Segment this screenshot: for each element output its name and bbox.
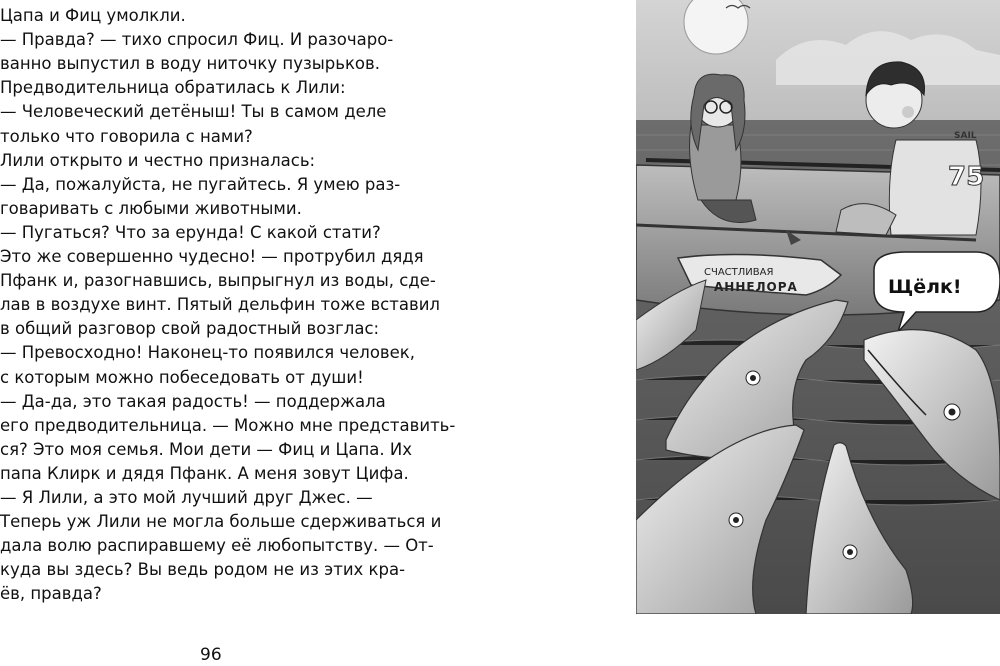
text-line: — Превосходно! Наконец-то появился человек, <box>0 343 416 362</box>
text-line: — Человеческий детёныш! Ты в самом деле <box>0 102 387 121</box>
text-line: — Пугаться? Что за ерунда! С какой стати? <box>0 223 381 242</box>
text-line: Цапа и Фиц умолкли. <box>0 6 186 25</box>
boat-name-line1: СЧАСТЛИВАЯ <box>704 267 774 278</box>
text-line: куда вы здесь? Вы ведь родом не из этих кра- <box>0 560 406 579</box>
speech-bubble-text: Щёлк! <box>888 276 962 298</box>
text-line: в общий разговор свой радостный возглас: <box>0 319 380 338</box>
shirt-text: SAIL <box>954 131 977 141</box>
text-line: — Правда? — тихо спросил Фиц. И разочаро- <box>0 30 394 49</box>
text-line: дала волю распиравшему её любопытству. — От- <box>0 536 434 555</box>
boat-name-line2: АННЕЛОРА <box>714 280 798 294</box>
text-line: Теперь уж Лили не могла больше сдерживаться и <box>0 512 442 531</box>
text-line: ся? Это моя семья. Мои дети — Фиц и Цапа. Их <box>0 440 412 459</box>
text-line: ёв, правда? <box>0 584 102 603</box>
text-line: лав в воздухе винт. Пятый дельфин тоже вставил <box>0 295 440 314</box>
text-line: — Я Лили, а это мой лучший друг Джес. — <box>0 488 373 507</box>
text-line: Лили открыто и честно призналась: <box>0 151 316 170</box>
text-line: с которым можно побеседовать от души! <box>0 368 364 387</box>
text-line: Пфанк и, разогнавшись, выпрыгнул из воды, сде- <box>0 271 436 290</box>
text-line: его предводительница. — Можно мне представить- <box>0 416 456 435</box>
shirt-number: 75 <box>948 162 985 192</box>
text-line: папа Клирк и дядя Пфанк. А меня зовут Цифа. <box>0 464 409 483</box>
text-line: только что говорила с нами? <box>0 127 253 146</box>
text-line: Предводительница обратилась к Лили: <box>0 78 346 97</box>
page-number: 96 <box>200 645 222 665</box>
text-line: говаривать с любыми животными. <box>0 199 302 218</box>
illustration-art <box>636 0 1000 614</box>
text-line: ванно выпустил в воду ниточку пузырьков. <box>0 54 380 73</box>
text-line: — Да, пожалуйста, не пугайтесь. Я умею раз- <box>0 175 401 194</box>
text-line: — Да-да, это такая радость! — поддержала <box>0 392 386 411</box>
text-line: Это же совершенно чудесно! — протрубил дядя <box>0 247 424 266</box>
illustration <box>636 0 1000 614</box>
